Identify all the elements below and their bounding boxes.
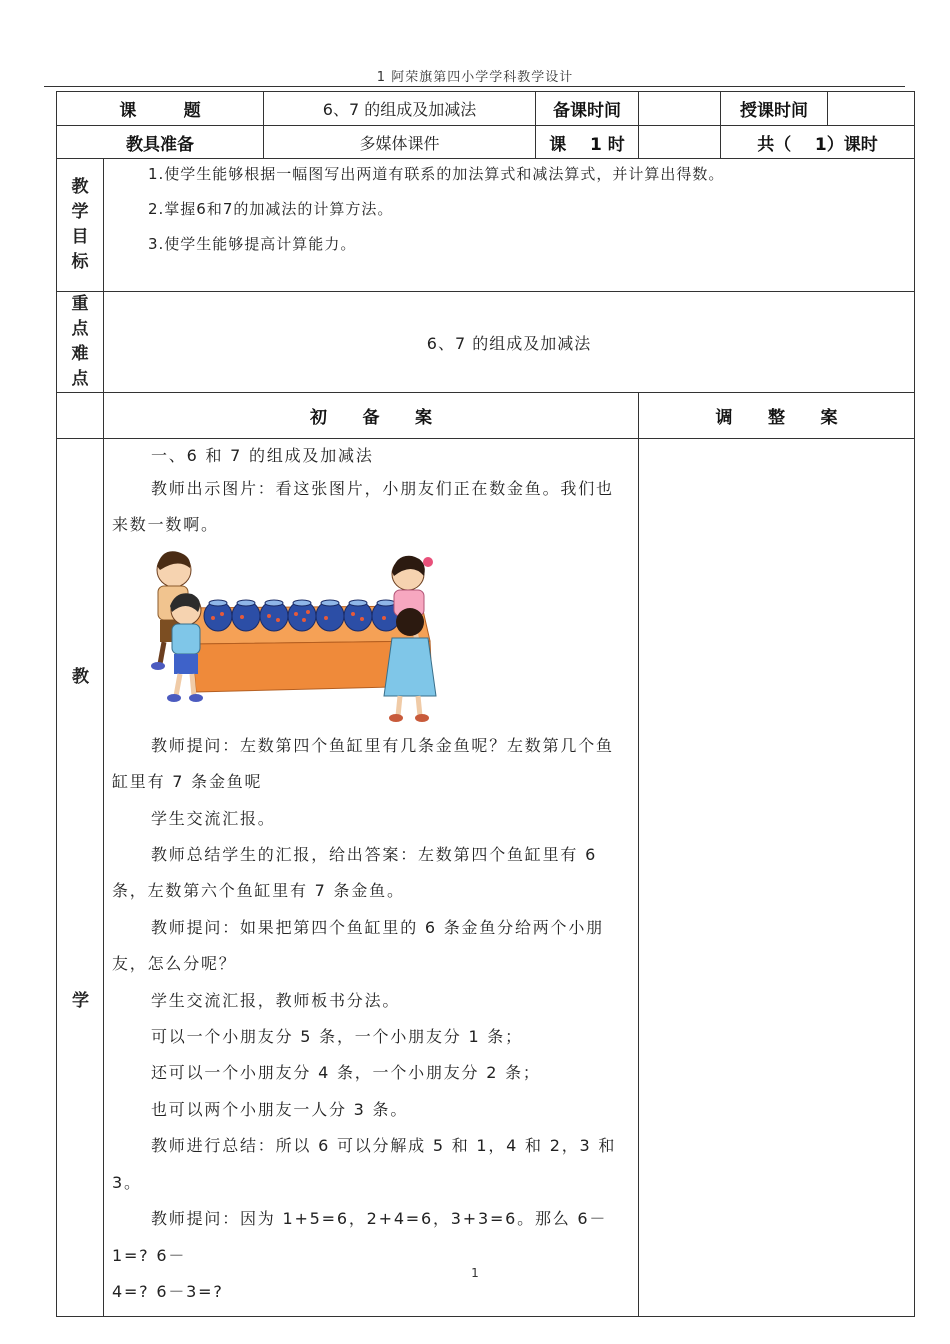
key-points-label: 重 点 难 点 <box>57 292 104 393</box>
paragraph: 可以一个小朋友分 5 条，一个小朋友分 1 条； <box>151 1027 523 1047</box>
lesson-plan-table <box>56 91 915 1317</box>
adjust-plan-content[interactable] <box>639 439 915 1317</box>
goal-item: 1.使学生能够根据一幅图写出两道有联系的加法算式和减法算式，并计算出得数。 <box>148 165 725 183</box>
goal-item: 2.掌握6和7的加减法的计算方法。 <box>148 200 394 218</box>
key-points-row <box>57 292 915 393</box>
topic-row <box>57 92 915 126</box>
goals-content <box>104 159 915 292</box>
prep-time-label: 备课时间 <box>536 92 639 126</box>
tools-value: 多媒体课件 <box>264 126 536 159</box>
body-paragraphs <box>112 728 630 1311</box>
teach-time-label: 授课时间 <box>721 92 828 126</box>
paragraph: 教师提问：左数第四个鱼缸里有几条金鱼呢？左数第几个鱼 <box>151 735 614 755</box>
goals-label: 教 学 目 标 <box>57 159 104 292</box>
page-number: 1 <box>471 1266 479 1280</box>
header-rule <box>44 86 905 87</box>
teaching-side-label <box>57 439 104 1317</box>
paragraph: 学生交流汇报。 <box>151 808 276 828</box>
adjust-plan-header: 调 整 案 <box>639 393 915 439</box>
teaching-side-char-2: 学 <box>72 991 89 1011</box>
paragraph: 还可以一个小朋友分 4 条，一个小朋友分 2 条； <box>151 1063 541 1083</box>
paragraph: 缸里有 7 条金鱼呢 <box>112 772 263 792</box>
topic-label: 课 题 <box>57 92 264 126</box>
paragraph: 来数一数啊。 <box>112 515 219 535</box>
paragraph: 学生交流汇报，教师板书分法。 <box>151 990 401 1010</box>
paragraph: 教师出示图片：看这张图片，小朋友们正在数金鱼。我们也 <box>151 479 614 498</box>
fish-counting-illustration <box>112 546 630 724</box>
paragraph: 友，怎么分呢？ <box>112 954 237 974</box>
illustration-svg <box>112 546 472 724</box>
paragraph: 教师进行总结：所以 6 可以分解成 5 和 1，4 和 2，3 和 3。 <box>112 1136 617 1192</box>
plan-header-blank <box>57 393 104 439</box>
lesson-count-blank <box>639 126 721 159</box>
goal-item: 3.使学生能够提高计算能力。 <box>148 235 357 253</box>
prep-time-value[interactable] <box>639 92 721 126</box>
page-header: 1 阿荣旗第四小学学科教学设计 <box>376 70 574 85</box>
plan-header-row <box>57 393 915 439</box>
paragraph: 条，左数第六个鱼缸里有 7 条金鱼。 <box>112 881 405 901</box>
teaching-row <box>57 439 915 1317</box>
initial-plan-content <box>104 439 639 1317</box>
teaching-side-char-1: 教 <box>72 667 89 687</box>
initial-plan-header: 初 备 案 <box>104 393 639 439</box>
teach-time-value[interactable] <box>828 92 915 126</box>
lesson-count-label: 课 1 时 <box>536 126 639 159</box>
tools-label: 教具准备 <box>57 126 264 159</box>
paragraph: 教师提问：如果把第四个鱼缸里的 6 条金鱼分给两个小朋 <box>151 917 604 937</box>
paragraph: 教师提问：因为 1+5=6，2+4=6，3+3=6。那么 6－1=? 6－ <box>112 1209 608 1265</box>
paragraph: 也可以两个小朋友一人分 3 条。 <box>151 1099 409 1119</box>
tools-row <box>57 126 915 159</box>
paragraph: 4=? 6－3=? <box>112 1281 224 1301</box>
goals-row <box>57 159 915 292</box>
section-heading: 一、6 和 7 的组成及加减法 <box>151 446 374 465</box>
total-lessons-label: 共（ 1）课时 <box>721 126 915 159</box>
key-points-content: 6、7 的组成及加减法 <box>104 292 915 393</box>
paragraph: 教师总结学生的汇报，给出答案：左数第四个鱼缸里有 6 <box>151 845 598 865</box>
topic-value: 6、7 的组成及加减法 <box>264 92 536 126</box>
